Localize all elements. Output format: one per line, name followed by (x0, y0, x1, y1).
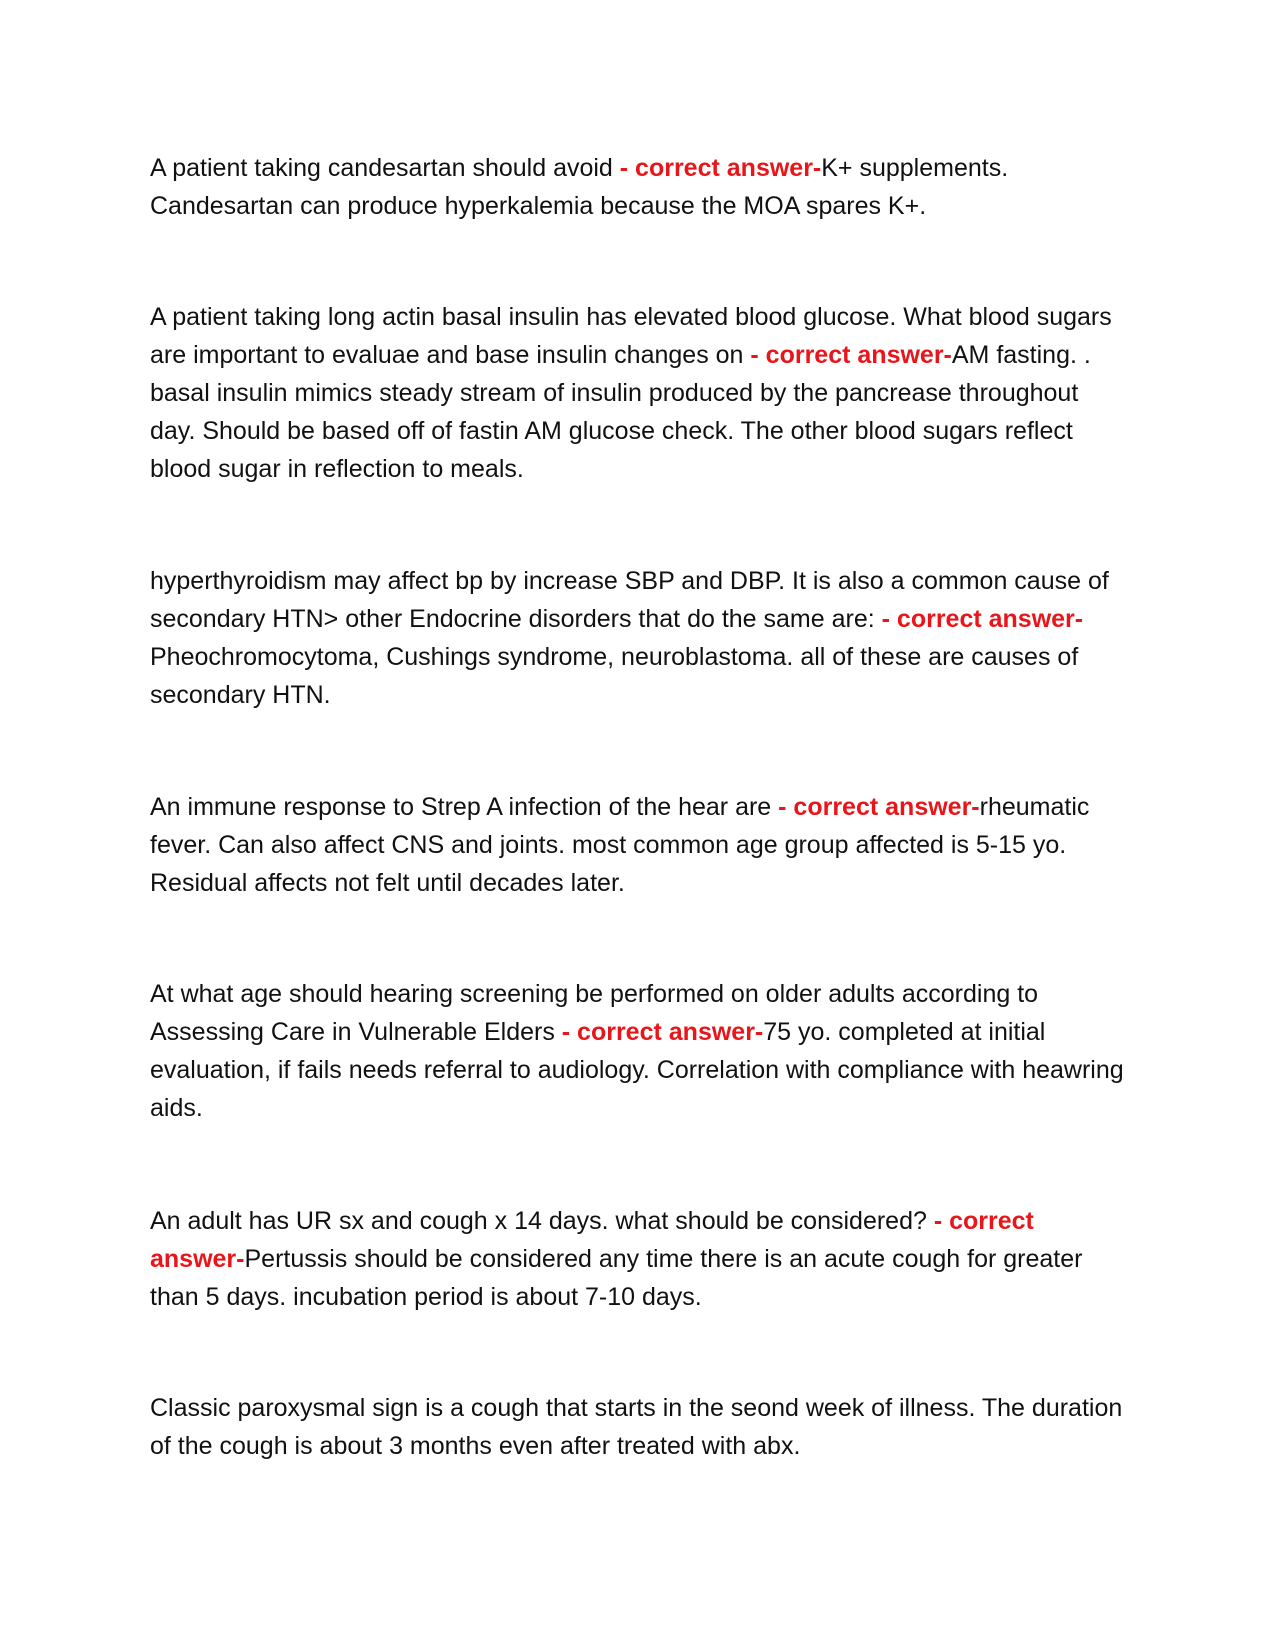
question-text: An immune response to Strep A infection of the hear are (150, 793, 779, 821)
qa-entry (150, 1202, 1130, 1316)
answer-text: AM fasting. . basal insulin mimics steady stream of insulin produced by the pancrease throughout day. Should be based off of fastin AM glucose check. The other blood sugars reflect blood sugar in reflection to meals. (150, 341, 1091, 483)
qa-entry (150, 788, 1130, 902)
qa-entry (150, 562, 1130, 714)
question-text: A patient taking candesartan should avoid (150, 154, 620, 182)
note-paragraph (150, 1389, 1130, 1465)
correct-answer-marker: - correct answer- (619, 154, 822, 182)
correct-answer-marker: - correct answer- (150, 1207, 1034, 1273)
qa-entry (150, 298, 1130, 488)
correct-answer-marker: - correct answer- (750, 341, 952, 369)
note-text: Classic paroxysmal sign is a cough that starts in the seond week of illness. The duration of the cough is about 3 months even after treated with abx. (150, 1394, 1123, 1460)
answer-text: rheumatic fever. Can also affect CNS and joints. most common age group affected is 5-15 yo. Residual affects not felt until decades later. (150, 793, 1090, 897)
correct-answer-marker: - correct answer- (881, 605, 1084, 633)
question-text: An adult has UR sx and cough x 14 days. what should be considered? (150, 1207, 934, 1235)
correct-answer-marker: - correct answer- (778, 793, 980, 821)
qa-entry (150, 149, 1130, 225)
correct-answer-marker: - correct answer- (561, 1018, 764, 1046)
question-text: At what age should hearing screening be performed on older adults according to Assessing Care in Vulnerable Elders (150, 980, 1039, 1046)
question-text: A patient taking long actin basal insulin has elevated blood glucose. What blood sugars are important to evaluae and base insulin changes on (150, 303, 1112, 369)
answer-text: Pertussis should be considered any time there is an acute cough for greater than 5 days. incubation period is about 7-10 days. (150, 1245, 1083, 1311)
answer-text: 75 yo. completed at initial evaluation, if fails needs referral to audiology. Correlation with compliance with heawring aids. (150, 1018, 1124, 1122)
question-text: hyperthyroidism may affect bp by increase SBP and DBP. It is also a common cause of secondary HTN> other Endocrine disorders that do the same are: (150, 567, 1109, 633)
answer-text: Pheochromocytoma, Cushings syndrome, neuroblastoma. all of these are causes of secondary HTN. (150, 643, 1079, 709)
answer-text: K+ supplements. Candesartan can produce hyperkalemia because the MOA spares K+. (150, 154, 1009, 220)
qa-entry (150, 975, 1130, 1127)
